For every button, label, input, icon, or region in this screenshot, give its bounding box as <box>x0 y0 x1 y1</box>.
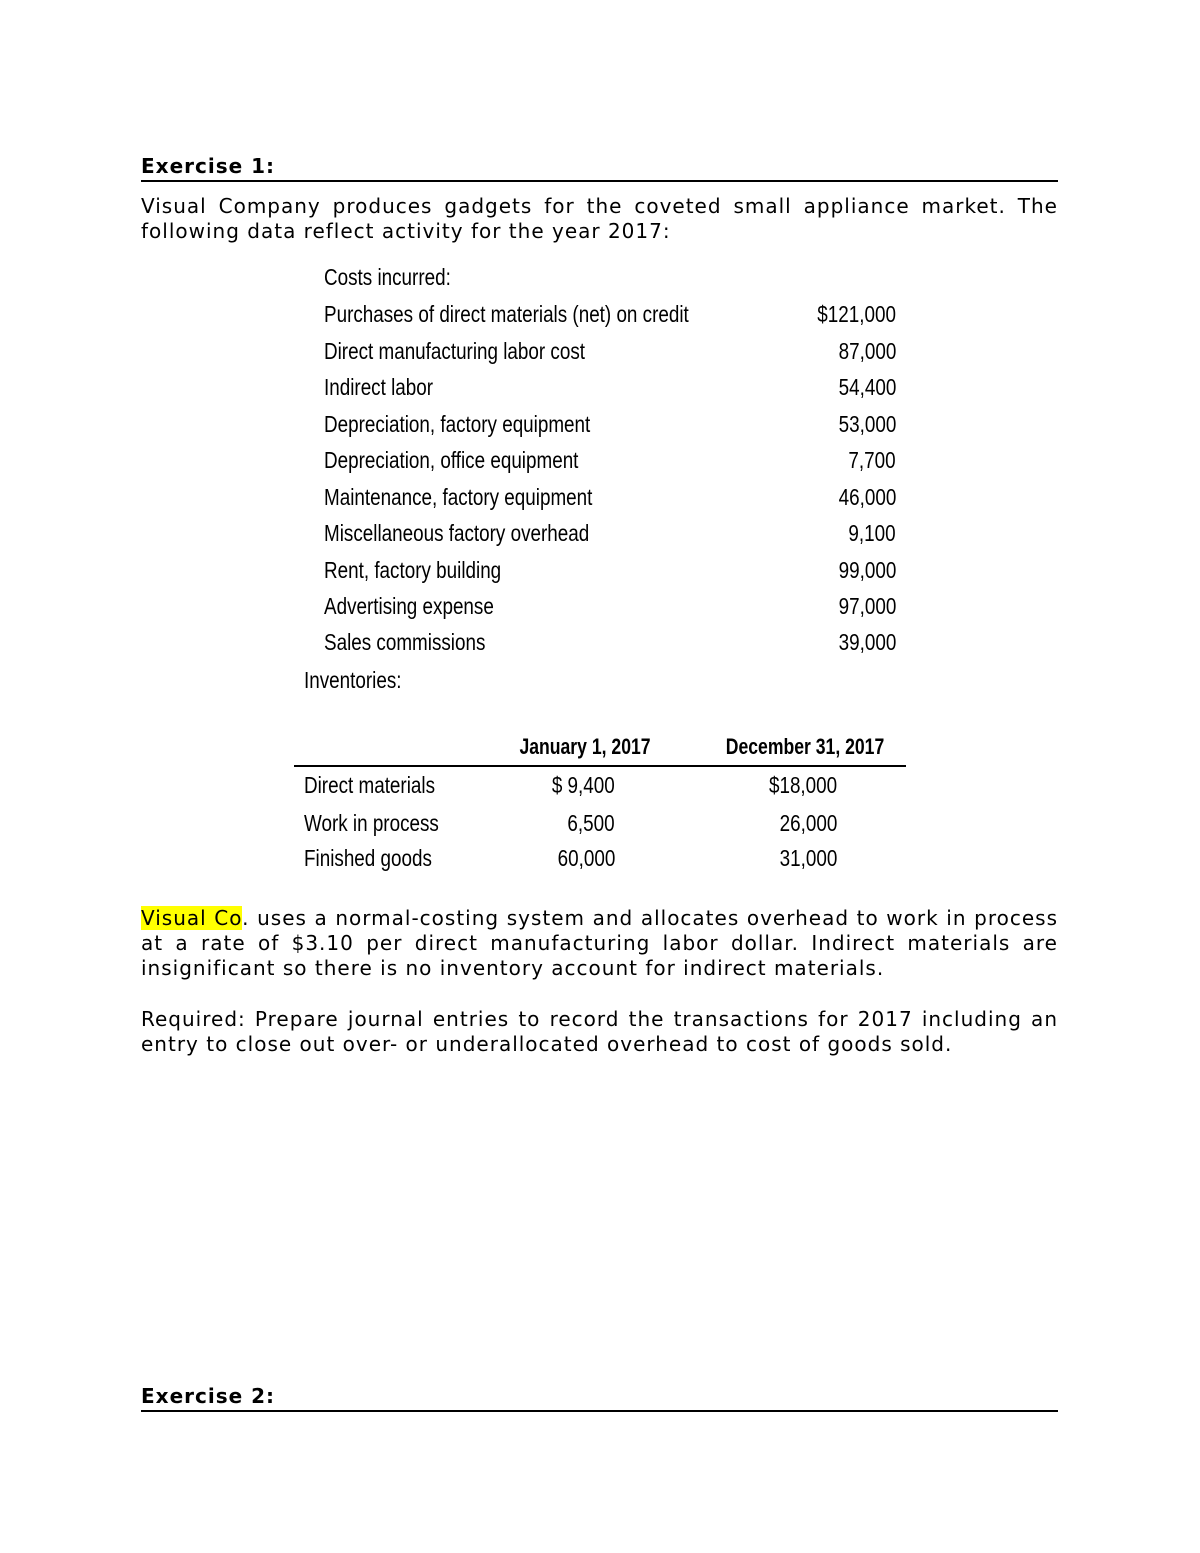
cost-label: Miscellaneous factory overhead <box>324 520 590 546</box>
cost-amount: 54,400 <box>838 374 896 400</box>
inventory-label: Work in process <box>304 810 439 836</box>
cost-amount: 7,700 <box>848 447 896 473</box>
inventory-label: Finished goods <box>304 845 432 871</box>
inventory-dec: $18,000 <box>768 772 837 798</box>
cost-label: Advertising expense <box>324 593 494 619</box>
cost-amount: 97,000 <box>838 593 896 619</box>
required-paragraph: Required: Prepare journal entries to record the transactions for 2017 including an entry to close out over- or underallocated overhead to cost of goods sold. <box>141 1007 1058 1056</box>
costs-incurred-heading: Costs incurred: <box>324 264 451 290</box>
inventory-label: Direct materials <box>304 772 436 798</box>
cost-label: Rent, factory building <box>324 557 502 583</box>
inventory-dec: 26,000 <box>779 810 837 836</box>
exercise-1-heading: Exercise 1: <box>141 154 1058 182</box>
inventory-jan: 60,000 <box>557 845 615 871</box>
cost-label: Direct manufacturing labor cost <box>324 338 586 364</box>
inventory-jan: $ 9,400 <box>552 772 615 798</box>
normal-costing-text: . uses a normal-costing system and allocates overhead to work in process at a rate of $3.10 per direct manufacturing labor dollar. Indirect materials are insignificant so there is no inventory account for indirect materials. <box>141 906 1058 980</box>
highlighted-text: Visual Co <box>141 906 243 930</box>
inventory-dec: 31,000 <box>779 845 837 871</box>
cost-amount: 39,000 <box>838 629 896 655</box>
cost-label: Depreciation, factory equipment <box>324 411 591 437</box>
column-header-jan: January 1, 2017 <box>519 734 651 759</box>
cost-label: Sales commissions <box>324 629 486 655</box>
cost-amount: 53,000 <box>838 411 896 437</box>
inventory-jan: 6,500 <box>567 810 615 836</box>
normal-costing-paragraph <box>141 906 1058 981</box>
cost-amount: 99,000 <box>838 557 896 583</box>
cost-amount: 9,100 <box>848 520 896 546</box>
exercise-1-intro: Visual Company produces gadgets for the coveted small appliance market. The following data reflect activity for the year 2017: <box>141 194 1058 243</box>
exercise-2-heading: Exercise 2: <box>141 1384 1058 1412</box>
column-header-dec: December 31, 2017 <box>725 734 885 759</box>
cost-amount: 46,000 <box>838 484 896 510</box>
cost-amount: $121,000 <box>817 301 896 327</box>
header-rule <box>294 765 906 767</box>
cost-label: Indirect labor <box>324 374 434 400</box>
inventories-heading: Inventories: <box>304 667 402 693</box>
cost-label: Maintenance, factory equipment <box>324 484 593 510</box>
cost-label: Purchases of direct materials (net) on credit <box>324 301 689 327</box>
cost-label: Depreciation, office equipment <box>324 447 579 473</box>
cost-amount: 87,000 <box>838 338 896 364</box>
